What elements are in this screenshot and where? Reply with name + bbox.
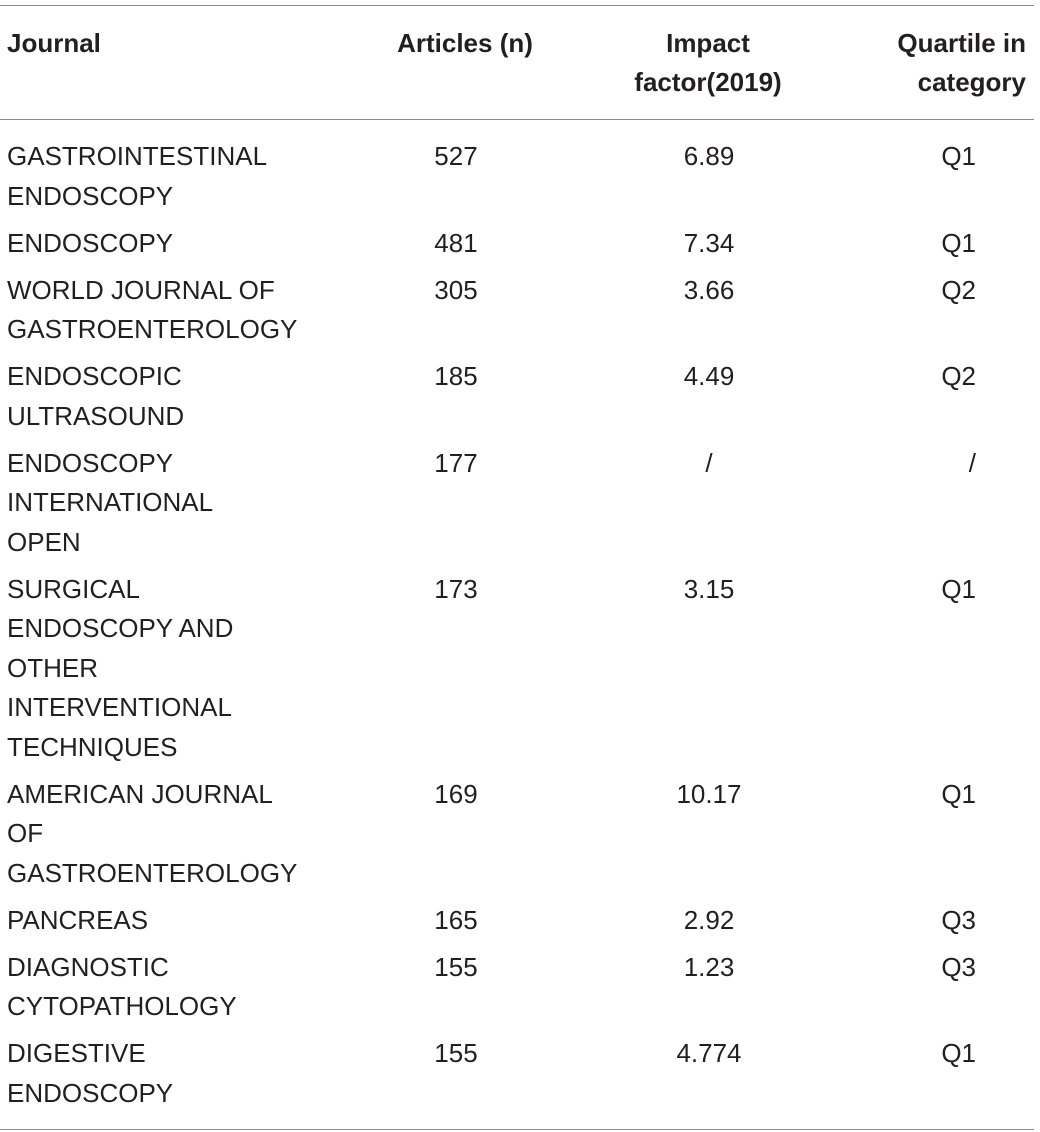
table-row [0,948,1034,1035]
journal-cell: DIAGNOSTIC CYTOPATHOLOGY [7,951,237,1021]
quartile-cell: Q1 [941,778,976,809]
articles-cell: 185 [434,361,478,391]
impact-cell: 6.89 [683,141,735,171]
table-row [0,357,1034,444]
quartile-cell: Q3 [941,951,976,982]
quartile-cell: Q1 [941,1038,976,1068]
articles-cell: 305 [434,274,478,305]
impact-cell: 4.49 [683,361,735,391]
impact-cell: 1.23 [683,951,735,982]
articles-cell: 527 [434,141,478,171]
impact-cell: 2.92 [683,904,735,935]
impact-cell: 3.66 [683,274,735,305]
journal-cell: WORLD JOURNAL OF GASTROENTEROLOGY [7,274,298,344]
journal-cell: AMERICAN JOURNAL OF GASTROENTEROLOGY [7,778,298,888]
journal-cell: GASTROINTESTINAL ENDOSCOPY [7,141,268,211]
table-row [0,120,1034,224]
table-row [0,775,1034,901]
journal-table [0,5,1034,1130]
quartile-cell: Q2 [941,274,976,305]
quartile-cell: Q3 [941,904,976,935]
quartile-cell: Q2 [941,361,976,391]
articles-cell: 169 [434,778,478,809]
articles-cell: 155 [434,1038,478,1068]
impact-cell: 10.17 [676,778,742,809]
table-header [0,6,1034,120]
journal-cell: PANCREAS [7,904,149,935]
articles-cell: 173 [434,573,478,604]
journal-cell: ENDOSCOPY [7,227,174,258]
impact-cell: 4.774 [676,1038,742,1068]
journal-cell: ENDOSCOPY INTERNATIONAL OPEN [7,447,214,557]
quartile-cell: Q1 [941,573,976,604]
journal-cell: ENDOSCOPIC ULTRASOUND [7,361,185,431]
table-row [0,271,1034,358]
table-body [0,120,1034,1130]
table-row [0,444,1034,570]
impact-cell: 7.34 [683,227,735,258]
table-row [0,1034,1034,1130]
quartile-cell: Q1 [941,141,976,171]
header-quartile: Quartile in category [897,28,1026,97]
articles-cell: 177 [434,447,478,478]
header-journal: Journal [7,28,101,58]
table-row [0,901,1034,948]
articles-cell: 165 [434,904,478,935]
header-row [0,6,1034,120]
table-row [0,224,1034,271]
table-row [0,570,1034,775]
journal-cell: DIGESTIVE ENDOSCOPY [7,1038,174,1108]
impact-cell: 3.15 [683,573,735,604]
header-articles: Articles (n) [397,28,533,58]
impact-cell: / [705,447,713,478]
journal-cell: SURGICAL ENDOSCOPY AND OTHER INTERVENTIONAL TECHNIQUES [7,573,234,762]
articles-cell: 481 [434,227,478,258]
quartile-cell: Q1 [941,227,976,258]
quartile-cell: / [968,447,976,478]
articles-cell: 155 [434,951,478,982]
header-impact-factor: Impact factor(2019) [634,28,782,97]
